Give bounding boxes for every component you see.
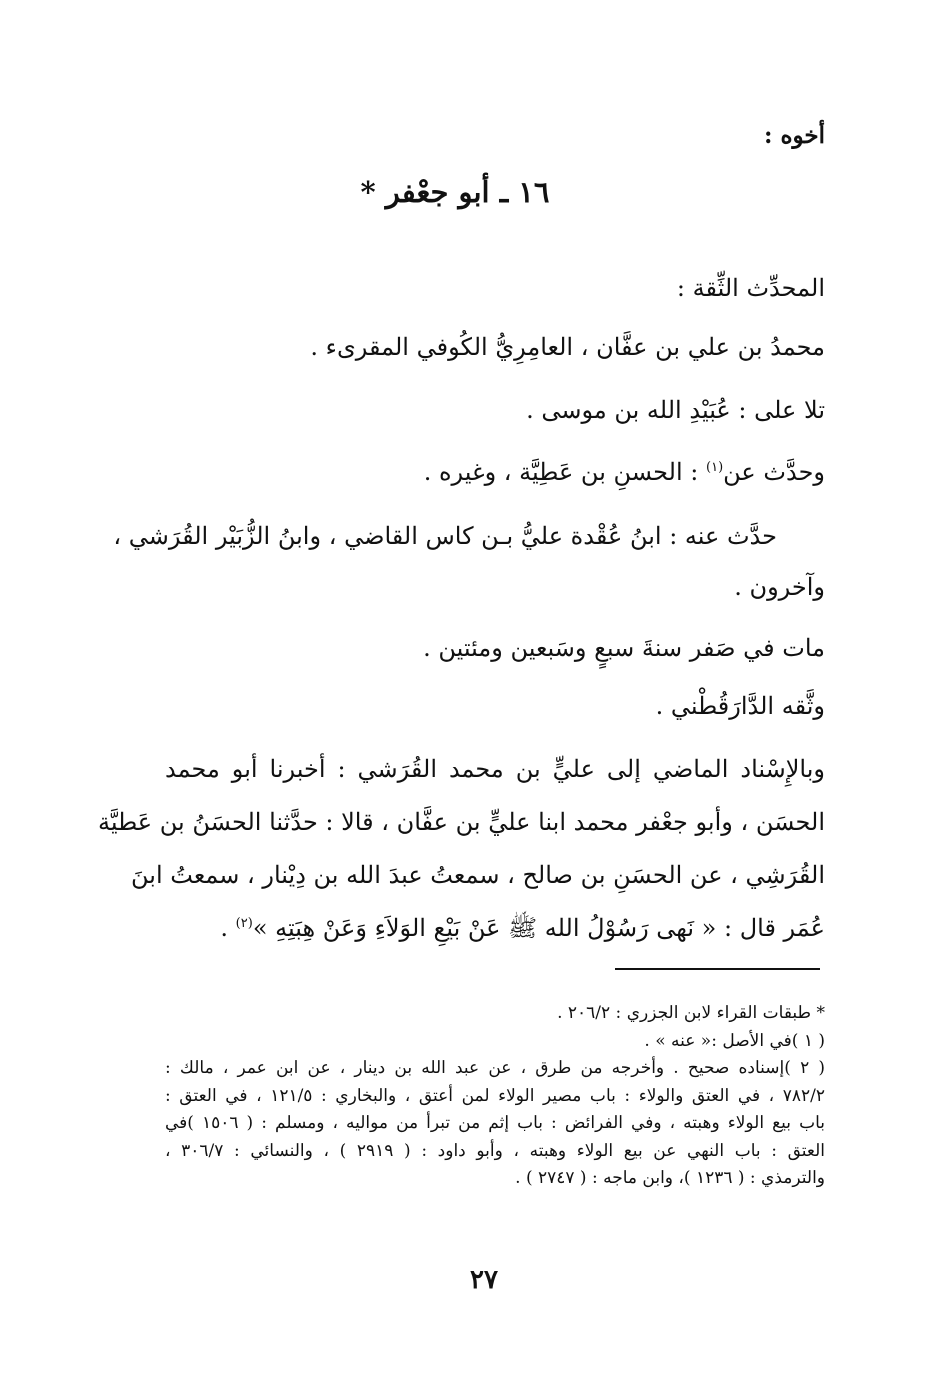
paragraph-end: . [220,914,236,942]
body-line-7: مات في صَفر سنةَ سبعٍ وسَبعين ومئتين . [423,634,825,662]
paragraph-line-4 [165,902,825,955]
body-line-2: محمدُ بن علي بن عفَّان ، العامِرِيُّ الكُوفي المقرىء . [310,333,825,361]
section-label: أخوه : [763,122,825,149]
footnote-separator [615,968,820,970]
body-line-4-suffix: : الحسنِ بن عَطِيَّة ، وغيره . [423,458,699,486]
body-line-1: المحدِّث الثِّقة : [676,274,825,302]
paragraph-line-3: القُرَشِي ، عن الحسَنِ بن صالح ، سمعتُ عبدَ الله بن دِيْنار ، سمعتُ ابنَ [131,861,825,889]
footnote-2-line-1: ( ٢ )إسناده صحيح . وأخرجه من طرق ، عن عبد الله بن دينار ، عن ابن عمر ، مالك : [165,1058,825,1078]
body-line-3: تلا على : عُبَيْدِ الله بن موسى . [526,396,825,424]
footnote-source: * طبقات القراء لابن الجزري : ٢٠٦/٢ . [557,1003,825,1023]
footnote-ref-2[interactable]: (٢) [235,916,253,931]
footnote-2-line-4: العتق : باب النهي عن بيع الولاء وهبته ، وأبو داود : ( ٢٩١٩ ) ، والنسائي : ٣٠٦/٧ ، [165,1140,826,1161]
paragraph-line-2: الحسَن ، وأبو جعْفر محمد ابنا عليٍّ بن عفَّان ، قالا : حدَّثنا الحسَنُ بن عَطيَّة [98,808,825,836]
paragraph-line-4-text: عُمَر قال : « نَهى رَسُوْلُ الله ﷺ عَنْ بَيْعِ الوَلاَءِ وَعَنْ هِبَتِهِ » [252,914,825,942]
entry-title: ١٦ ـ أبو جعْفر * [360,175,550,209]
page-number: ٢٧ [470,1265,498,1295]
footnote-2-line-2: ٧٨٢/٢ ، في العتق والولاء : باب مصير الولاء لمن أعتق ، والبخاري : ١٢١/٥ ، في العتق : [165,1085,825,1106]
body-line-6: وآخرون . [734,573,825,601]
footnotes [165,1000,825,1193]
footnote-2-line-5: والترمذي : ( ١٢٣٦ )، وابن ماجه : ( ٢٧٤٧ ) . [515,1168,825,1188]
paragraph-line-1: وبالإِسْناد الماضي إلى عليٍّ بن محمد القُرَشي : أخبرنا أبو محمد [165,755,826,783]
footnote-1: ( ١ )في الأصل :« عنه » . [644,1030,825,1051]
body-line-5: حدَّث عنه : ابنُ عُقْدة عليُّ بـن كاس القاضي ، وابنُ الزُّبَيْر القُرَشي ، [113,522,777,550]
footnote-2-line-3: باب بيع الولاء وهبته ، وفي الفرائض : باب إثم من تبرأ من مواليه ، ومسلم : ( ١٥٠٦ )في [165,1113,825,1133]
body-line-4 [120,452,825,492]
hadith-paragraph [98,743,826,955]
body-line-4-prefix: وحدَّث عن [723,458,825,486]
body-line-8: وثَّقه الدَّارَقُطْني . [655,692,825,720]
footnote-ref-1[interactable]: (١) [706,460,724,475]
